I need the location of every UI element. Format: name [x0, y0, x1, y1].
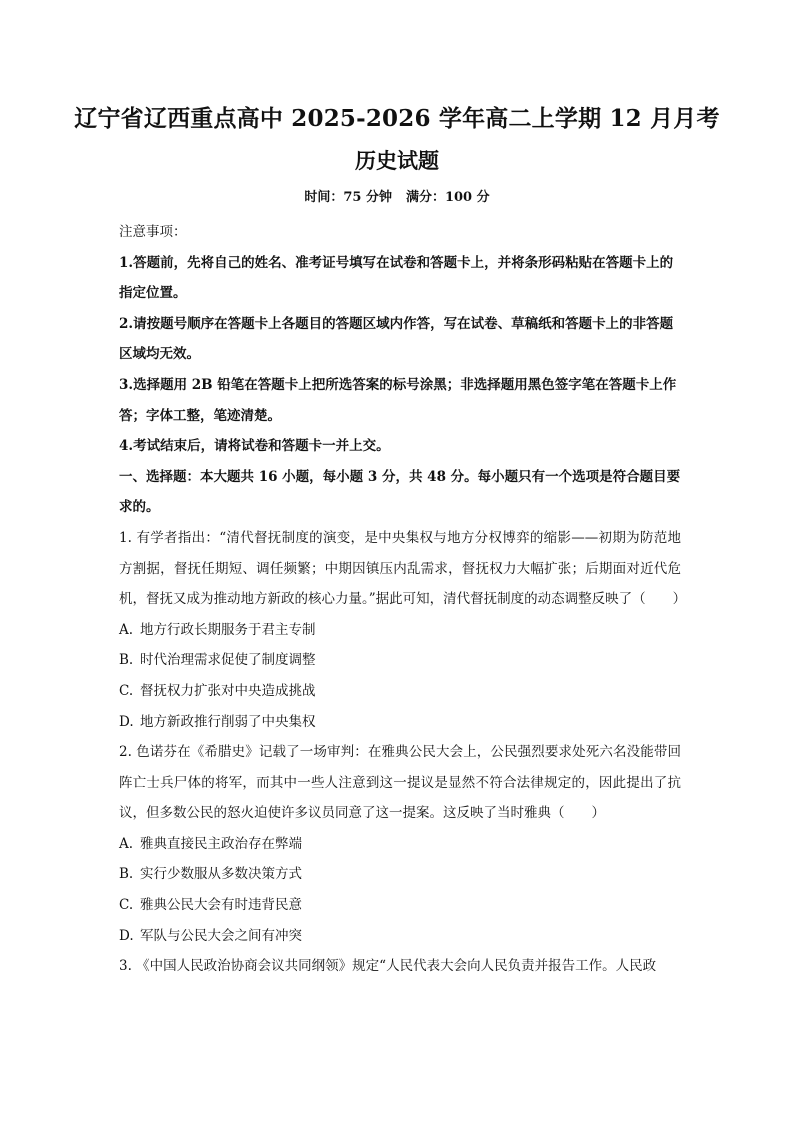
notice-item: 1.答题前，先将自己的姓名、准考证号填写在试卷和答题卡上，并将条形码粘贴在答题卡上的指定位置。: [119, 254, 674, 302]
option-b: [119, 859, 681, 890]
exam-time: 时间：75 分钟: [304, 190, 392, 205]
option-key: A.: [119, 835, 134, 852]
option-key: A.: [119, 621, 134, 638]
notice-item: 3.选择题用 2B 铅笔在答题卡上把所选答案的标号涂黑；非选择题用黑色签字笔在答题卡上作答；字体工整，笔迹清楚。: [119, 376, 677, 424]
section-heading: 一、选择题：本大题共 16 小题，每小题 3 分，共 48 分。每小题只有一个选项是符合题目要求的。: [119, 468, 681, 516]
option-text: 地方行政长期服务于君主专制: [140, 621, 316, 638]
option-c: [119, 676, 681, 707]
option-key: D.: [119, 713, 134, 730]
exam-title: 辽宁省辽西重点高中 2025-2026 学年高二上学期 12 月月考: [74, 105, 720, 132]
option-key: B.: [119, 652, 134, 669]
notice-item: 2.请按题号顺序在答题卡上各题目的答题区域内作答，写在试卷、草稿纸和答题卡上的非答题区域均无效。: [119, 315, 674, 363]
exam-subject: 历史试题: [355, 148, 439, 173]
exam-body: [119, 217, 687, 982]
option-c: [119, 890, 681, 921]
option-text: 军队与公民大会之间有冲突: [140, 927, 302, 944]
option-text: 雅典公民大会有时违背民意: [140, 897, 302, 914]
option-d: [119, 921, 681, 952]
option-key: D.: [119, 927, 134, 944]
exam-meta: [0, 186, 794, 205]
notice-heading: 注意事项：: [119, 224, 187, 240]
option-b: [119, 645, 681, 676]
option-d: [119, 707, 681, 738]
option-key: B.: [119, 866, 134, 883]
option-text: 督抚权力扩张对中央造成挑战: [140, 682, 316, 699]
option-a: [119, 829, 681, 860]
option-text: 雅典直接民主政治存在弊端: [140, 835, 302, 852]
option-key: C.: [119, 682, 134, 699]
question-stem: 3. 《中国人民政治协商会议共同纲领》规定“人民代表大会向人民负责并报告工作。人民政: [119, 958, 657, 975]
question-stem: 2. 色诺芬在《希腊史》记载了一场审判：在雅典公民大会上，公民强烈要求处死六名没能带回阵亡士兵尸体的将军，而其中一些人注意到这一提议是显然不符合法律规定的，因此提出了抗议，但多数公民的怒火迫使许多议员同意了这一提案。这反映了当时雅典（ ）: [119, 744, 681, 822]
notice-item: 4.考试结束后，请将试卷和答题卡一并上交。: [119, 438, 390, 455]
option-text: 实行少数服从多数决策方式: [140, 866, 302, 883]
option-text: 地方新政推行削弱了中央集权: [140, 713, 316, 730]
option-text: 时代治理需求促使了制度调整: [140, 652, 316, 669]
exam-score: 满分：100 分: [405, 190, 490, 205]
option-a: [119, 615, 681, 646]
question-stem: 1. 有学者指出：“清代督抚制度的演变，是中央集权与地方分权博弈的缩影——初期为防范地方割据，督抚任期短、调任频繁；中期因镇压内乱需求，督抚权力大幅扩张；后期面对近代危机，督抚又成为推动地方新政的核心力量。”据此可知，清代督抚制度的动态调整反映了（ ）: [119, 529, 687, 608]
option-key: C.: [119, 897, 134, 914]
